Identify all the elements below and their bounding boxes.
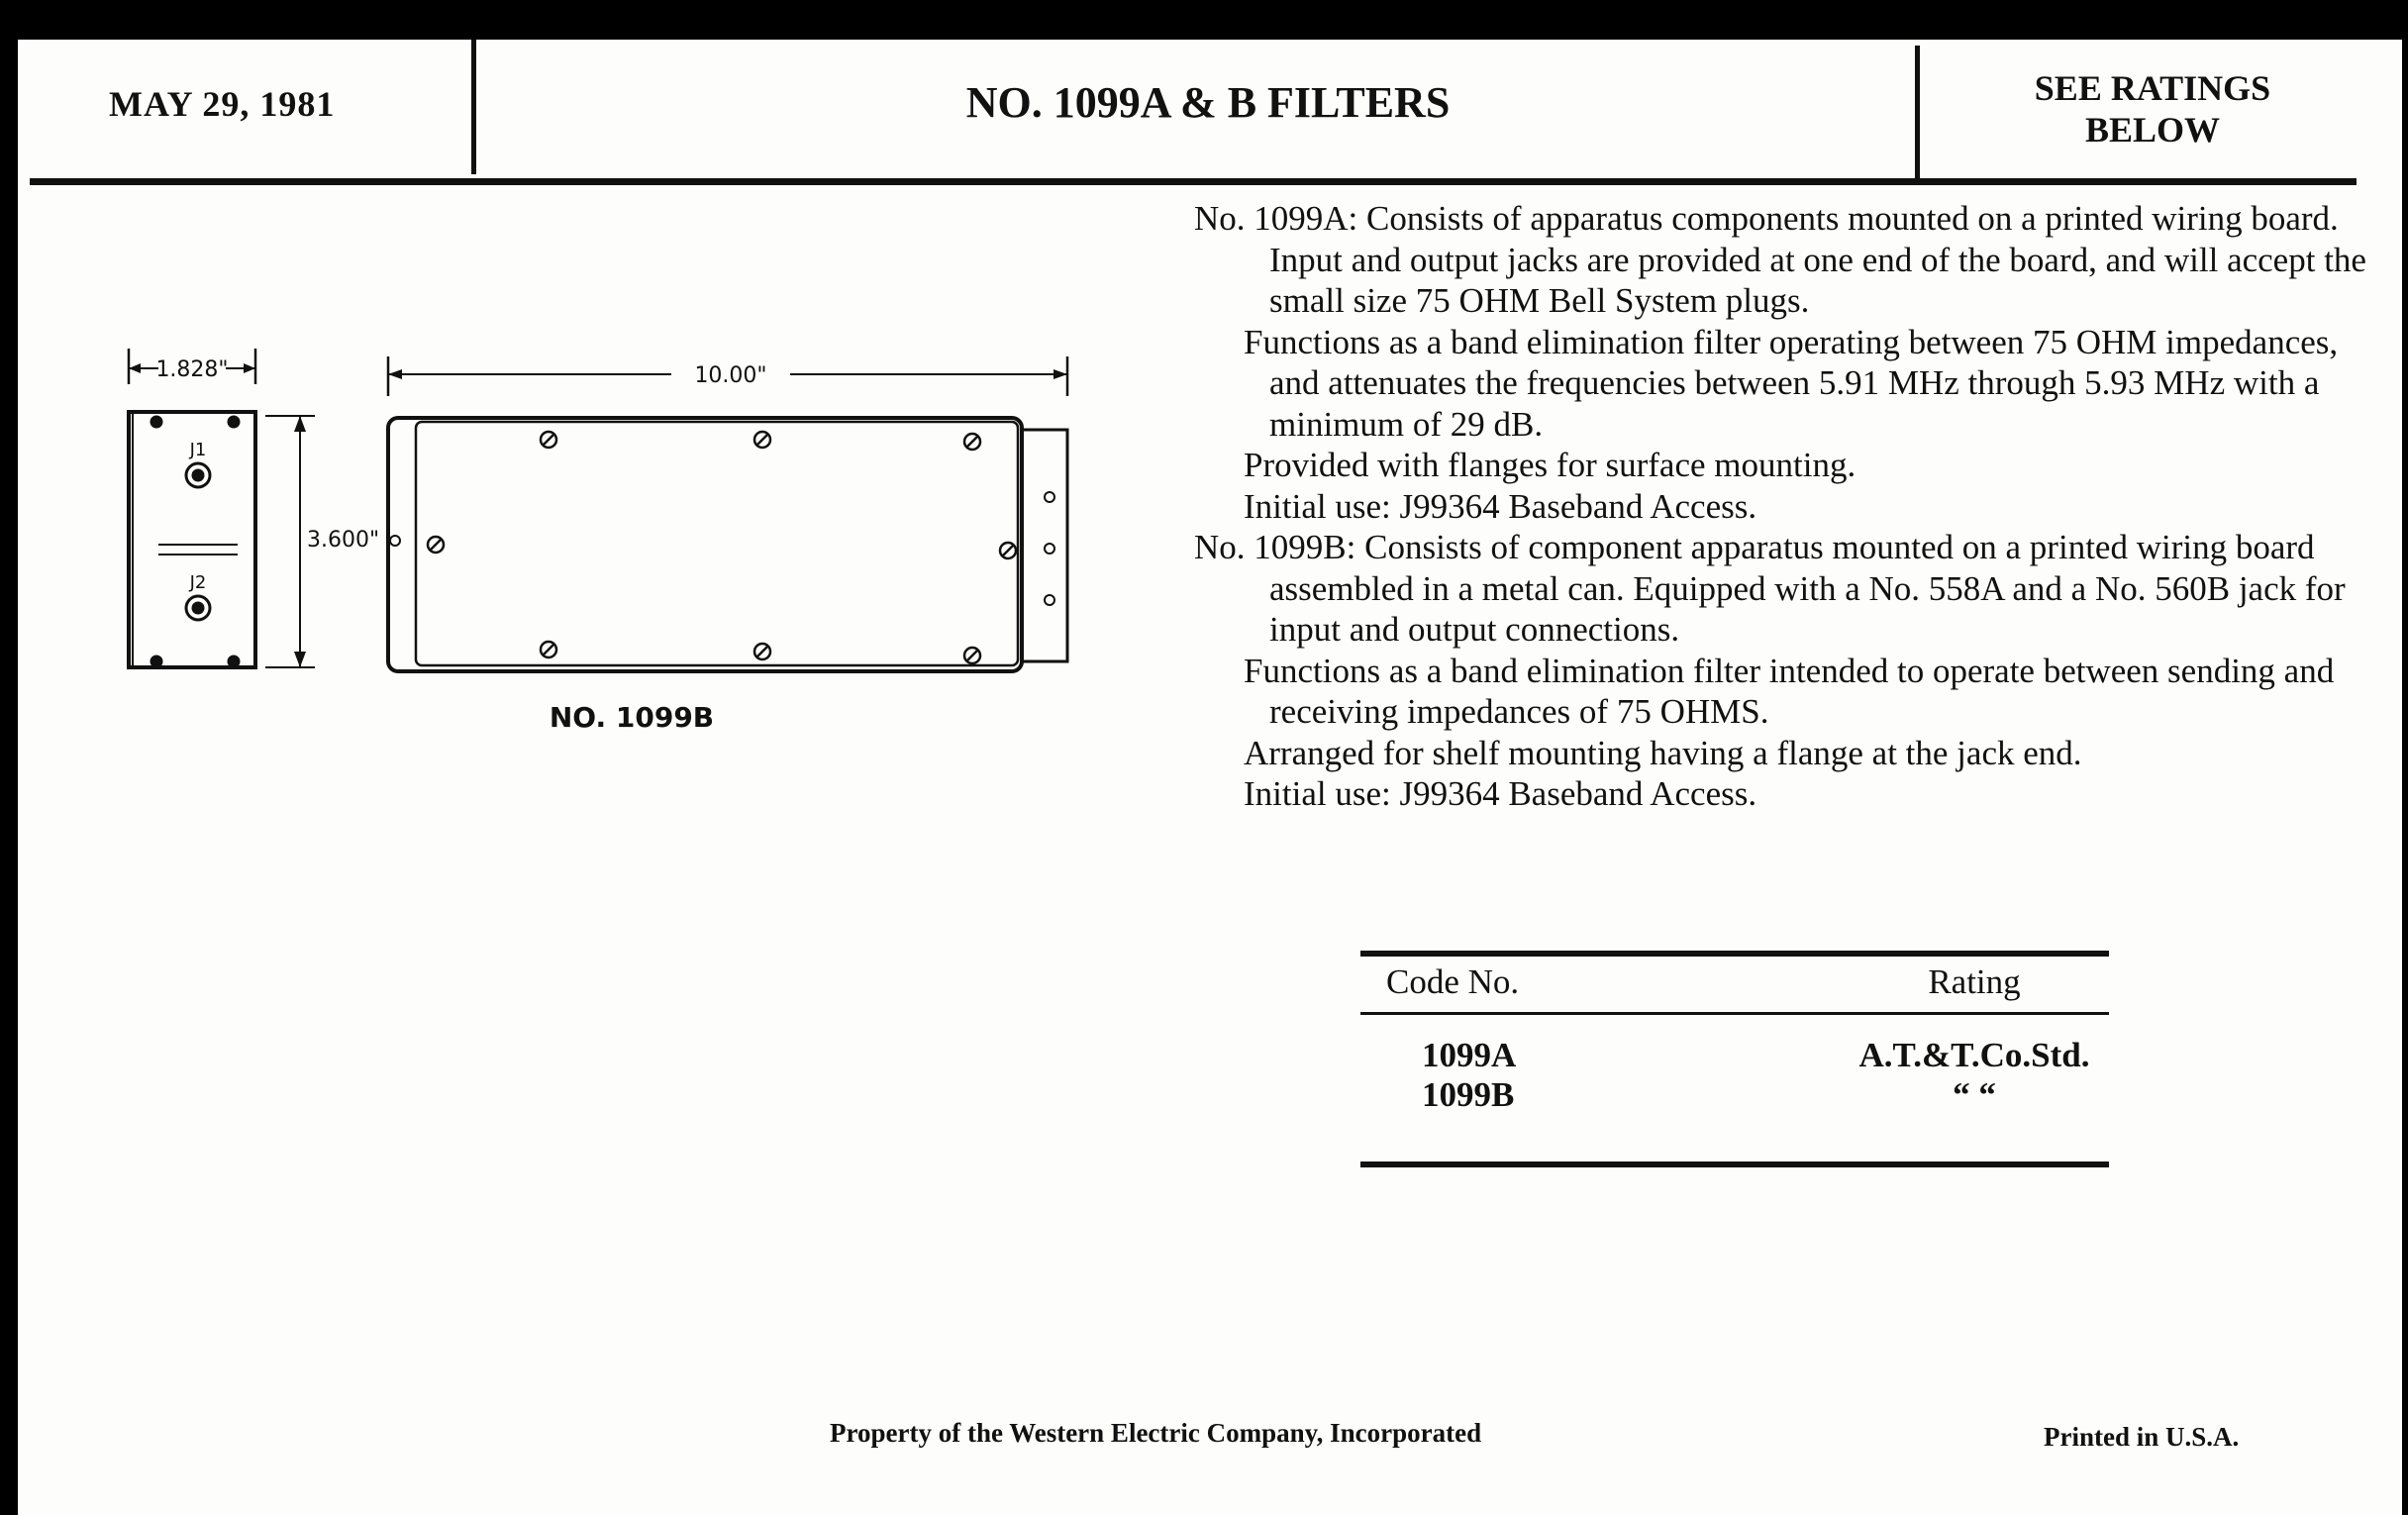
table-top-rule [1360, 951, 2109, 957]
length-dimension: 10.00" [694, 363, 767, 388]
desc-1099b-use: Initial use: J99364 Baseband Access. [1244, 774, 1757, 813]
table-row-code: 1099B [1422, 1075, 1515, 1114]
desc-1099b-text: Consists of component apparatus mounted on a printed wiring board assembled in a metal can. Equipped with a No. 558A and a No. 560B jack for input and output connections. [1269, 528, 2346, 649]
header-divider-left [471, 40, 476, 174]
desc-1099a-function: Functions as a band elimination filter operating between 75 OHM impedances, and attenuates the frequencies between 5.91 MHz through 5.93 MHz with a minimum of 29 dB. [1244, 322, 2339, 444]
desc-1099a-text: Consists of apparatus components mounted on a printed wiring board. Input and output jacks are provided at one end of the board, and will accept the small size 75 OHM Bell System plugs. [1269, 199, 2366, 320]
desc-1099b-function: Functions as a band elimination filter intended to operate between sending and receiving impedances of 75 OHMS. [1244, 651, 2335, 731]
ratings-note [1935, 67, 2370, 151]
top-view [388, 356, 1067, 671]
desc-1099b-label: No. 1099B: [1194, 528, 1356, 566]
desc-1099b-intro [1194, 527, 2382, 651]
issue-date: MAY 29, 1981 [109, 84, 336, 124]
document-sheet [18, 40, 2402, 1515]
col-header-code: Code No. [1386, 962, 1520, 1001]
filter-drawing [97, 307, 1087, 762]
printed-notice: Printed in U.S.A. [2044, 1422, 2240, 1452]
ratings-note-line1: SEE RATINGS [2034, 68, 2271, 108]
header-rule [30, 178, 2357, 185]
jack-2-label: J2 [189, 572, 207, 593]
header-divider-right [1915, 46, 1920, 180]
table-row-rating: A.T.&T.Co.Std. [1858, 1036, 2090, 1074]
desc-1099a-use: Initial use: J99364 Baseband Access. [1244, 486, 1757, 526]
drawing-caption: NO. 1099B [549, 701, 715, 734]
width-dimension: 1.828" [155, 357, 229, 382]
property-notice: Property of the Western Electric Company, Incorporated [830, 1418, 1482, 1448]
end-view [129, 349, 315, 667]
table-bottom-rule [1360, 1162, 2109, 1167]
height-dimension: 3.600" [307, 528, 380, 553]
desc-1099a-label: No. 1099A: [1194, 199, 1358, 238]
table-header-rule [1360, 1012, 2109, 1015]
desc-1099a-flanges: Provided with flanges for surface mounting. [1244, 446, 1856, 484]
col-header-rating: Rating [1928, 962, 2021, 1001]
desc-1099a-intro [1194, 198, 2382, 322]
ratings-note-line2: BELOW [2084, 110, 2221, 150]
jack-1-label: J1 [189, 440, 207, 460]
desc-1099b-shelf: Arranged for shelf mounting having a flange at the jack end. [1244, 733, 2082, 772]
document-title: NO. 1099A & B FILTERS [965, 78, 1451, 127]
table-row-rating: “ “ [1953, 1075, 1996, 1114]
description [1194, 198, 2382, 815]
table-row-code: 1099A [1422, 1036, 1517, 1074]
